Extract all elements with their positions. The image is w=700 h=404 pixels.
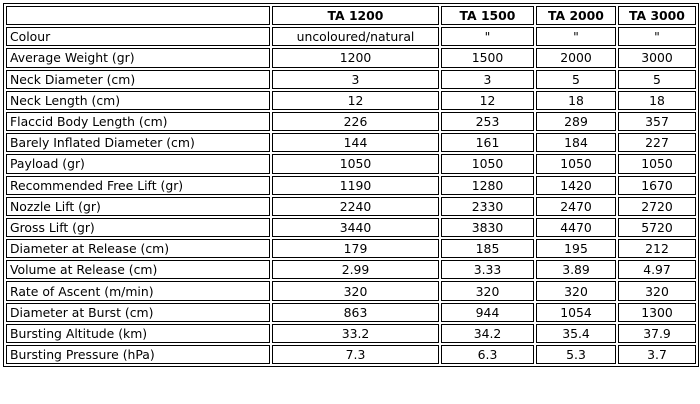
row-label: Bursting Altitude (km) — [6, 324, 270, 343]
table-row — [6, 218, 696, 237]
table-cell: 37.9 — [618, 324, 696, 343]
row-label: Recommended Free Lift (gr) — [6, 176, 270, 195]
table-row — [6, 239, 696, 258]
table-cell: 3 — [441, 70, 534, 89]
table-cell: 1200 — [272, 48, 439, 67]
table-cell: 4470 — [536, 218, 616, 237]
row-label: Neck Diameter (cm) — [6, 70, 270, 89]
table-row — [6, 176, 696, 195]
table-cell: 320 — [441, 281, 534, 300]
table-cell: 184 — [536, 133, 616, 152]
table-cell: 1300 — [618, 303, 696, 322]
table-cell: 863 — [272, 303, 439, 322]
row-label: Neck Length (cm) — [6, 91, 270, 110]
table-cell: 179 — [272, 239, 439, 258]
column-header-ta-3000: TA 3000 — [618, 6, 696, 25]
row-label: Barely Inflated Diameter (cm) — [6, 133, 270, 152]
table-cell: 3.7 — [618, 345, 696, 364]
table-row — [6, 345, 696, 364]
table-row — [6, 324, 696, 343]
table-cell: 33.2 — [272, 324, 439, 343]
table-cell: 18 — [618, 91, 696, 110]
table-cell: 226 — [272, 112, 439, 131]
table-cell: 6.3 — [441, 345, 534, 364]
table-cell: 3.33 — [441, 260, 534, 279]
table-cell: 1190 — [272, 176, 439, 195]
table-cell: 12 — [272, 91, 439, 110]
table-cell: 5 — [618, 70, 696, 89]
table-cell: 34.2 — [441, 324, 534, 343]
table-cell: 320 — [536, 281, 616, 300]
table-cell: 3.89 — [536, 260, 616, 279]
table-cell: 7.3 — [272, 345, 439, 364]
table-cell: 35.4 — [536, 324, 616, 343]
table-cell: 3000 — [618, 48, 696, 67]
table-row — [6, 27, 696, 46]
table-row — [6, 70, 696, 89]
table-cell: 195 — [536, 239, 616, 258]
table-cell: 2000 — [536, 48, 616, 67]
row-label: Rate of Ascent (m/min) — [6, 281, 270, 300]
table-cell: 1280 — [441, 176, 534, 195]
corner-cell — [6, 6, 270, 25]
table-cell: 1050 — [536, 154, 616, 173]
table-cell: 144 — [272, 133, 439, 152]
table-cell: 944 — [441, 303, 534, 322]
table-cell: 253 — [441, 112, 534, 131]
table-cell: 1054 — [536, 303, 616, 322]
column-header-ta-1500: TA 1500 — [441, 6, 534, 25]
table-row — [6, 133, 696, 152]
table-cell: 289 — [536, 112, 616, 131]
table-row — [6, 260, 696, 279]
table-cell: " — [536, 27, 616, 46]
table-row — [6, 112, 696, 131]
header-row — [6, 6, 696, 25]
table-cell: 2720 — [618, 197, 696, 216]
table-cell: " — [441, 27, 534, 46]
table-cell: 3830 — [441, 218, 534, 237]
table-cell: 5.3 — [536, 345, 616, 364]
row-label: Nozzle Lift (gr) — [6, 197, 270, 216]
table-cell: 3 — [272, 70, 439, 89]
table-cell: 5 — [536, 70, 616, 89]
table-cell: 2.99 — [272, 260, 439, 279]
table-row — [6, 154, 696, 173]
column-header-ta-1200: TA 1200 — [272, 6, 439, 25]
table-cell: 5720 — [618, 218, 696, 237]
table-row — [6, 281, 696, 300]
row-label: Diameter at Release (cm) — [6, 239, 270, 258]
table-cell: 3440 — [272, 218, 439, 237]
table-row — [6, 197, 696, 216]
balloon-spec-table — [3, 3, 699, 367]
table-cell: 1670 — [618, 176, 696, 195]
table-cell: 185 — [441, 239, 534, 258]
table-cell: 1500 — [441, 48, 534, 67]
table-cell: 357 — [618, 112, 696, 131]
row-label: Volume at Release (cm) — [6, 260, 270, 279]
row-label: Gross Lift (gr) — [6, 218, 270, 237]
table-cell: 18 — [536, 91, 616, 110]
table-cell: 2330 — [441, 197, 534, 216]
table-cell: 212 — [618, 239, 696, 258]
row-label: Colour — [6, 27, 270, 46]
column-header-ta-2000: TA 2000 — [536, 6, 616, 25]
row-label: Payload (gr) — [6, 154, 270, 173]
table-cell: 320 — [618, 281, 696, 300]
row-label: Average Weight (gr) — [6, 48, 270, 67]
row-label: Diameter at Burst (cm) — [6, 303, 270, 322]
table-row — [6, 303, 696, 322]
table-cell: 227 — [618, 133, 696, 152]
table-cell: 1050 — [618, 154, 696, 173]
table-cell: 2470 — [536, 197, 616, 216]
row-label: Flaccid Body Length (cm) — [6, 112, 270, 131]
table-cell: 1420 — [536, 176, 616, 195]
table-cell: 161 — [441, 133, 534, 152]
table-cell: 2240 — [272, 197, 439, 216]
table-cell: 4.97 — [618, 260, 696, 279]
table-cell: 320 — [272, 281, 439, 300]
row-label: Bursting Pressure (hPa) — [6, 345, 270, 364]
table-cell: 1050 — [441, 154, 534, 173]
table-row — [6, 48, 696, 67]
table-cell: uncoloured/natural — [272, 27, 439, 46]
table-row — [6, 91, 696, 110]
table-cell: 1050 — [272, 154, 439, 173]
table-cell: 12 — [441, 91, 534, 110]
table-cell: " — [618, 27, 696, 46]
